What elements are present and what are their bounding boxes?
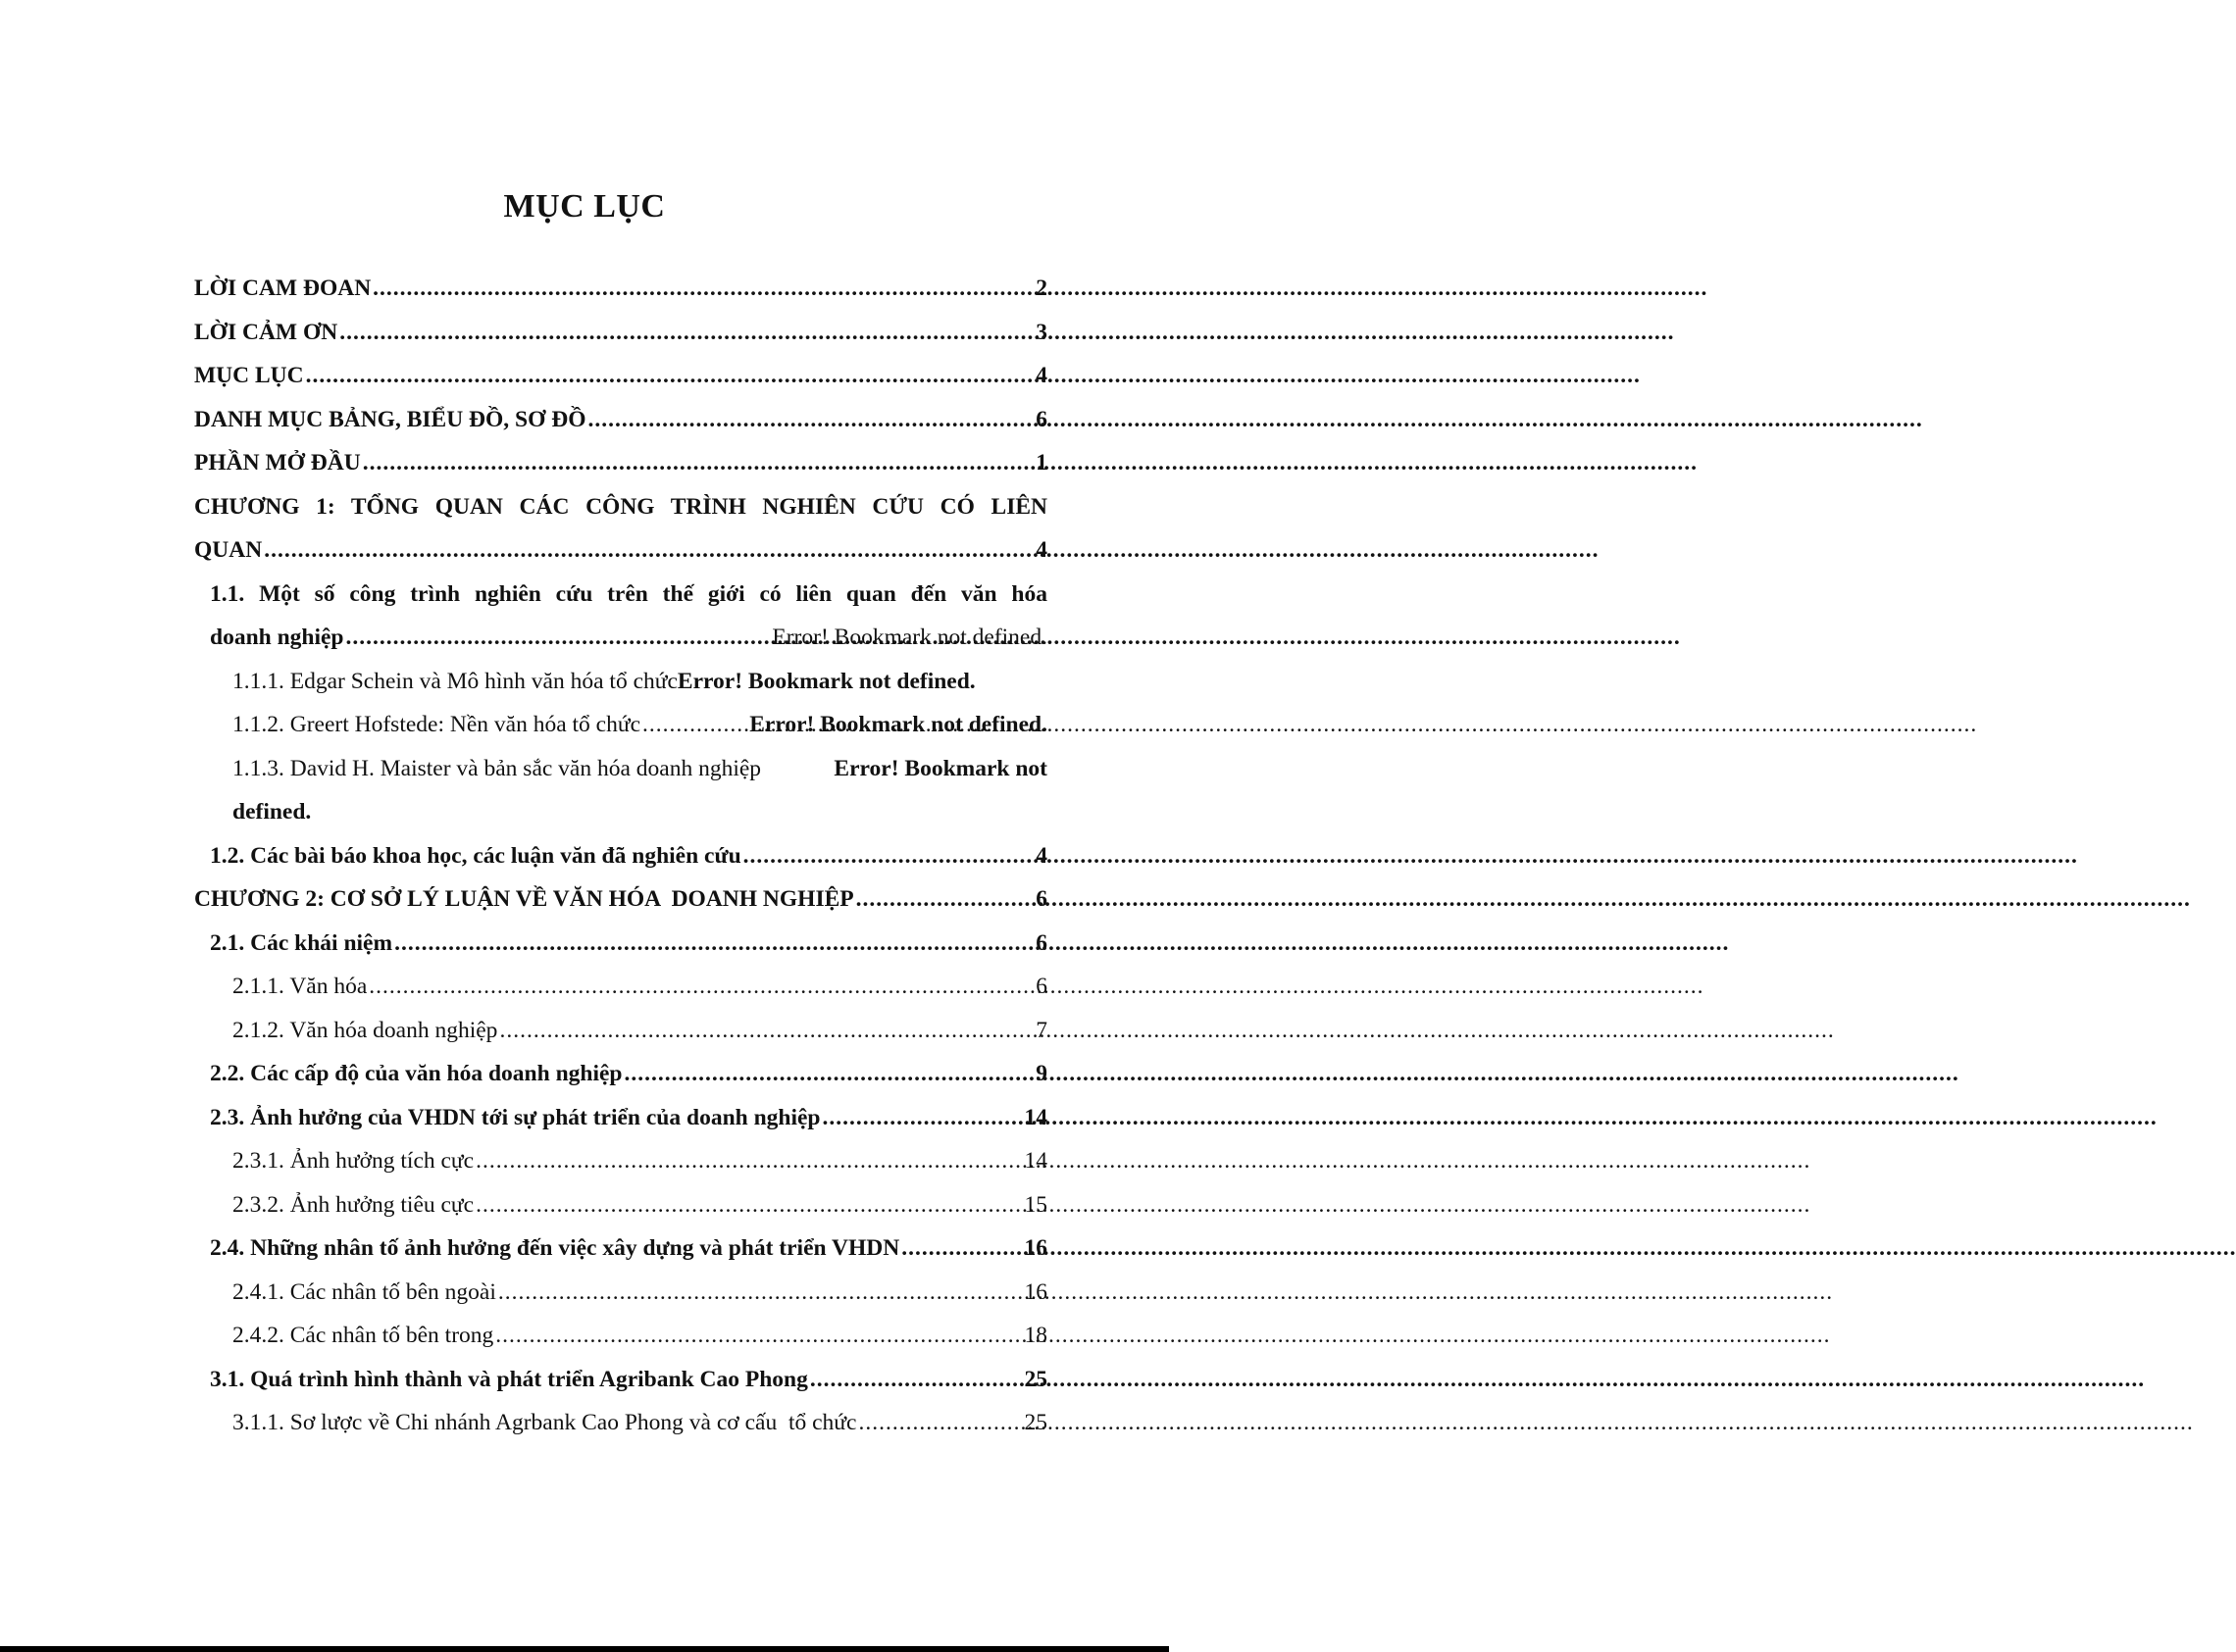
toc-entry-text: 2.1. Các khái niệm [210, 929, 393, 956]
dot-leader [642, 703, 747, 747]
dot-leader [810, 1358, 1023, 1402]
dot-leader [823, 1096, 1023, 1140]
toc-entry-2-3-1[interactable] [194, 1139, 1047, 1183]
toc-entry-1-1-2[interactable] [194, 703, 1047, 747]
toc-entry-text: 2.3.2. Ảnh hưởng tiêu cực [232, 1191, 475, 1218]
bookmark-error-text: Error! Bookmark not defined. [677, 668, 976, 694]
dot-leader [499, 1009, 1034, 1053]
toc-page-number: 25 [1024, 1366, 1047, 1392]
dot-leader [498, 1271, 1023, 1315]
dot-leader [858, 1401, 1022, 1445]
toc-entry-text: 2.1.1. Văn hóa [232, 974, 368, 999]
dot-leader [856, 877, 1035, 922]
toc-page-number: 6 [1036, 406, 1047, 432]
toc-entry-text: 2.3. Ảnh hưởng của VHDN tới sự phát triển của doanh nghiệp [210, 1104, 821, 1130]
toc-entry-2-4[interactable] [194, 1226, 1047, 1271]
toc-page-number: 1 [1036, 450, 1047, 476]
toc-entry-chuong-1-line1[interactable] [194, 485, 1047, 529]
toc-entry-2-3-2[interactable] [194, 1183, 1047, 1227]
toc-entry-2-4-1[interactable] [194, 1271, 1047, 1315]
toc-page-number: 25 [1024, 1410, 1047, 1435]
toc-entry-2-1-2[interactable] [194, 1009, 1047, 1053]
toc-entry-text: 2.4. Những nhân tố ảnh hưởng đến việc xây dựng và phát triển VHDN [210, 1235, 900, 1261]
toc-entry-3-1[interactable] [194, 1358, 1047, 1402]
dot-leader [588, 398, 1035, 442]
dot-leader [346, 616, 771, 660]
toc-entry-phan-mo-dau[interactable] [194, 441, 1047, 485]
dot-leader [901, 1226, 1022, 1271]
toc-entry-danh-muc-bang[interactable] [194, 398, 1047, 442]
toc-page-number: 4 [1036, 537, 1047, 563]
toc-entry-2-3[interactable] [194, 1096, 1047, 1140]
toc-page-number: 9 [1036, 1061, 1047, 1086]
toc-entry-2-2[interactable] [194, 1052, 1047, 1096]
toc-entry-1-1-1[interactable] [194, 660, 1047, 704]
toc-entry-text-continued: QUAN [194, 537, 263, 563]
toc-entry-chuong-2[interactable] [194, 877, 1047, 922]
toc-list [194, 267, 1047, 1445]
toc-entry-text: 1.1.1. Edgar Schein và Mô hình văn hóa tổ chức [232, 668, 678, 694]
toc-entry-1-2[interactable] [194, 834, 1047, 878]
bookmark-error-text-continued: defined. [232, 799, 312, 825]
toc-entry-text: 2.4.2. Các nhân tố bên trong [232, 1323, 494, 1348]
toc-entry-text: LỜI CẢM ƠN [194, 319, 338, 345]
dot-leader [363, 441, 1035, 485]
toc-entry-text: 2.3.1. Ảnh hưởng tích cực [232, 1148, 475, 1174]
dot-leader [373, 267, 1034, 311]
toc-page-number: 4 [1036, 363, 1047, 388]
dot-leader [264, 528, 1034, 573]
toc-entry-text: CHƯƠNG 1: TỔNG QUAN CÁC CÔNG TRÌNH NGHIÊN CỨU CÓ LIÊN [194, 493, 1047, 520]
toc-page-number: 6 [1036, 886, 1047, 912]
toc-entry-text: DANH MỤC BẢNG, BIỂU ĐỒ, SƠ ĐỒ [194, 406, 586, 432]
toc-page-number: 7 [1036, 1017, 1047, 1043]
toc-entry-text: 1.1. Một số công trình nghiên cứu trên thế giới có liên quan đến văn hóa [210, 580, 1047, 607]
toc-page-number: 6 [1036, 974, 1047, 999]
toc-entry-text: 3.1. Quá trình hình thành và phát triển Agribank Cao Phong [210, 1366, 808, 1392]
toc-entry-text: 3.1.1. Sơ lược về Chi nhánh Agrbank Cao Phong và cơ cấu tổ chức [232, 1410, 857, 1435]
dot-leader [476, 1139, 1022, 1183]
toc-entry-text: 2.1.2. Văn hóa doanh nghiệp [232, 1017, 498, 1043]
bookmark-error-text: Error! Bookmark not defined. [772, 625, 1047, 650]
toc-page-number: 14 [1024, 1148, 1047, 1174]
bookmark-error-text: Error! Bookmark not [834, 755, 1047, 781]
toc-page-number: 2 [1036, 275, 1047, 301]
toc-page-number: 14 [1024, 1104, 1047, 1130]
dot-leader [369, 965, 1034, 1009]
toc-entry-1-1-3-line2[interactable] [194, 790, 1047, 834]
dot-leader [495, 1314, 1022, 1358]
toc-entry-2-1[interactable] [194, 922, 1047, 966]
toc-entry-2-4-2[interactable] [194, 1314, 1047, 1358]
toc-page-number: 3 [1036, 319, 1047, 345]
dot-leader [625, 1052, 1035, 1096]
toc-entry-text: 1.2. Các bài báo khoa học, các luận văn đã nghiên cứu [210, 842, 741, 869]
toc-page-number: 16 [1024, 1235, 1047, 1261]
toc-entry-text-continued: doanh nghiệp [210, 625, 344, 650]
toc-entry-text: CHƯƠNG 2: CƠ SỞ LÝ LUẬN VỀ VĂN HÓA DOANH NGHIỆP [194, 886, 854, 912]
dot-leader [306, 354, 1035, 398]
toc-entry-text: 1.1.3. David H. Maister và bản sắc văn hóa doanh nghiệp [232, 755, 762, 781]
dot-leader [476, 1183, 1022, 1227]
toc-entry-text: 2.2. Các cấp độ của văn hóa doanh nghiệp [210, 1061, 623, 1086]
toc-entry-text: MỤC LỤC [194, 363, 304, 388]
toc-entry-text: 1.1.2. Greert Hofstede: Nền văn hóa tổ chức [232, 712, 641, 737]
toc-entry-1-1-line2[interactable] [194, 616, 1047, 660]
dot-leader [394, 922, 1034, 966]
dot-leader [339, 311, 1034, 355]
toc-entry-text: 2.4.1. Các nhân tố bên ngoài [232, 1278, 496, 1305]
toc-entry-text: LỜI CAM ĐOAN [194, 275, 372, 301]
toc-entry-1-1-line1[interactable] [194, 573, 1047, 617]
toc-entry-chuong-1-line2[interactable] [194, 528, 1047, 573]
toc-entry-1-1-3-line1[interactable] [194, 747, 1047, 791]
dot-leader [743, 834, 1035, 878]
toc-page-number: 6 [1036, 929, 1047, 956]
toc-page-number: 16 [1024, 1278, 1047, 1305]
page-title: MỤC LỤC [503, 188, 666, 225]
toc-entry-3-1-1[interactable] [194, 1401, 1047, 1445]
toc-entry-loi-cam-on[interactable] [194, 311, 1047, 355]
toc-page-number: 4 [1036, 842, 1047, 869]
bottom-border [0, 1646, 1169, 1652]
toc-entry-muc-luc[interactable] [194, 354, 1047, 398]
toc-entry-text: PHẦN MỞ ĐẦU [194, 450, 361, 476]
toc-page-number: 18 [1024, 1323, 1047, 1348]
bookmark-error-text: Error! Bookmark not defined. [749, 712, 1047, 737]
toc-entry-loi-cam-doan[interactable] [194, 267, 1047, 311]
toc-page-number: 15 [1024, 1191, 1047, 1218]
toc-entry-2-1-1[interactable] [194, 965, 1047, 1009]
